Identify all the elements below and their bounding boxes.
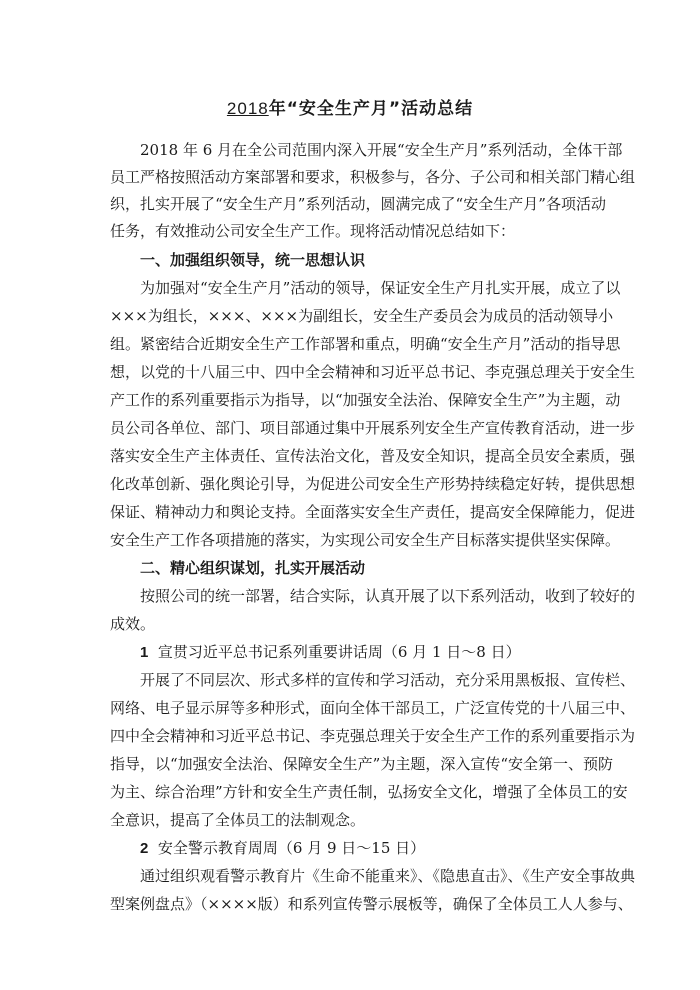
subsection-title [140,642,521,663]
paragraph-line: 为主、综合治理”方针和安全生产责任制，弘扬安全文化，增强了全体员工的安 [110,783,628,801]
paragraph-line: 网络、电子显示屏等多种形式，面向全体干部员工，广泛宣传党的十八届三中、 [110,699,636,717]
paragraph-line: 指导，以“加强安全法治、保障安全生产”为主题，深入宣传“安全第一、预防 [110,755,614,773]
paragraph-line: 成效。 [110,615,156,633]
intro-line: 员工严格按照活动方案部署和要求，积极参与，各分、子公司和相关部门精心组 [110,168,636,186]
paragraph-line: 员公司各单位、部门、项目部通过集中开展系列安全生产宣传教育活动，进一步 [110,419,636,437]
paragraph-line: 想，以党的十八届三中、四中全会精神和习近平总书记、李克强总理关于安全生 [110,363,636,381]
paragraph-line: 型案例盘点》（××××版）和系列宣传警示展板等，确保了全体员工人人参与、 [110,895,633,913]
paragraph-line: 按照公司的统一部署，结合实际，认真开展了以下系列活动，收到了较好的 [140,587,636,605]
section-heading: 一、加强组织领导，统一思想认识 [140,251,366,269]
subsection-text: 安全警示教育周周（6 月 9 日～15 日） [157,839,426,857]
paragraph-line: 四中全会精神和习近平总书记、李克强总理关于安全生产工作的系列重要指示为 [110,727,636,745]
paragraph-line: ×××为组长，×××、×××为副组长，安全生产委员会为成员的活动领导小 [110,307,614,325]
intro-line: 2018 年 6 月在全公司范围内深入开展“安全生产月”系列活动，全体干部 [140,141,623,159]
paragraph-line: 开展了不同层次、形式多样的宣传和学习活动，充分采用黑板报、宣传栏、 [140,671,636,689]
paragraph-line: 为加强对“安全生产月”活动的领导，保证安全生产月扎实开展，成立了以 [140,279,621,297]
intro-line: 织，扎实开展了“安全生产月”系列活动，圆满完成了“安全生产月”各项活动 [110,195,606,213]
title-year: 2018 [226,99,269,118]
subsection-number: 1 [140,644,149,661]
paragraph-line: 产工作的系列重要指示为指导，以“加强安全法治、保障安全生产”为主题，动 [110,391,621,409]
paragraph-line: 保证、精神动力和舆论支持。全面落实安全生产责任，提高安全保障能力，促进 [110,503,636,521]
page-title [0,94,700,119]
subsection-number: 2 [140,840,149,857]
intro-line: 任务，有效推动公司安全生产工作。现将活动情况总结如下： [110,222,516,240]
subsection-text: 宣贯习近平总书记系列重要讲话周（6 月 1 日～8 日） [157,643,521,661]
section-heading: 二、精心组织谋划，扎实开展活动 [140,559,366,577]
title-text: 年“安全生产月”活动总结 [268,99,474,119]
paragraph-line: 组。紧密结合近期安全生产工作部署和重点，明确“安全生产月”活动的指导思 [110,335,621,353]
paragraph-line: 全意识，提高了全体员工的法制观念。 [110,811,366,829]
paragraph-line: 通过组织观看警示教育片《生命不能重来》、《隐患直击》、《生产安全事故典 [140,867,636,885]
paragraph-line: 化改革创新、强化舆论引导，为促进公司安全生产形势持续稳定好转，提供思想 [110,475,636,493]
paragraph-line: 落实安全生产主体责任、宣传法治文化，普及安全知识，提高全员安全素质，强 [110,447,636,465]
paragraph-line: 安全生产工作各项措施的落实，为实现公司安全生产目标落实提供坚实保障。 [110,531,621,549]
subsection-title [140,838,425,859]
